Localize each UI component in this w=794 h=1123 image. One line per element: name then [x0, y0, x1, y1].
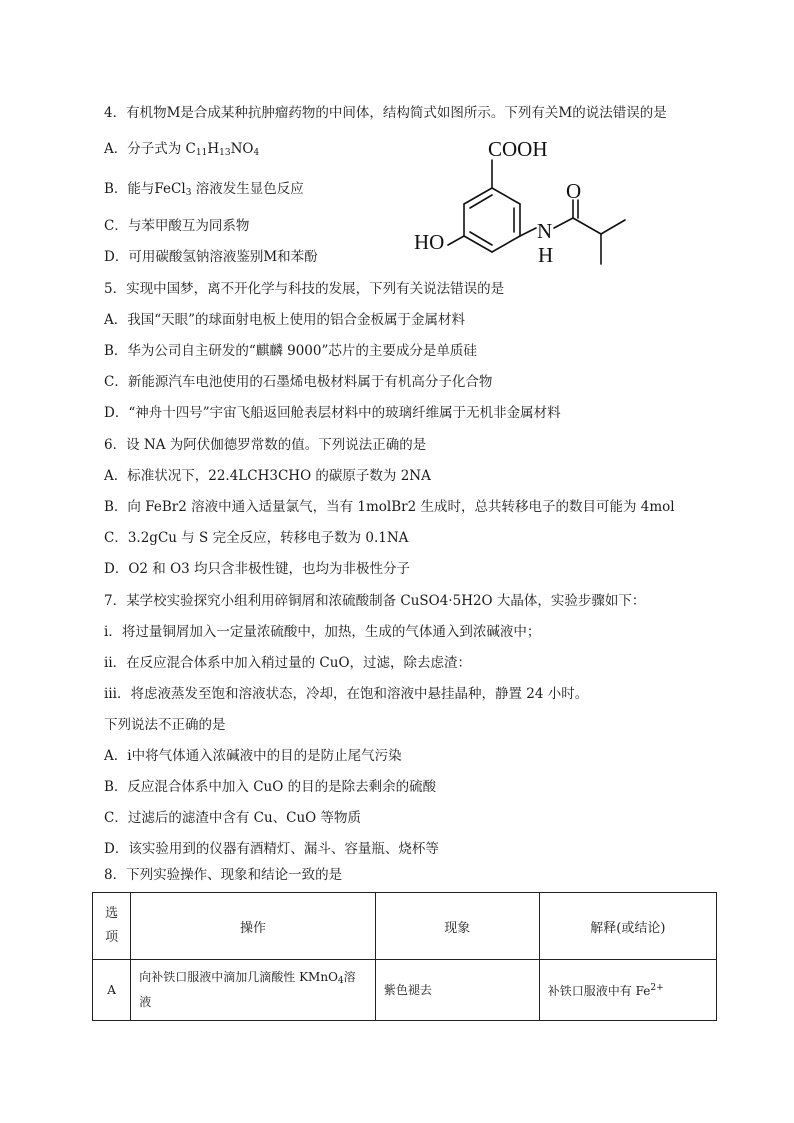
q7-ask: 下列说法不正确的是 — [104, 717, 226, 733]
q4-option-a-sub3: 4 — [253, 148, 260, 158]
q5-stem: 5．实现中国梦，离不开化学与科技的发展，下列有关说法错误的是 — [104, 281, 505, 297]
o-label: O — [566, 179, 582, 203]
q4-option-d: D．可用碳酸氢钠溶液鉴别M和苯酚 — [104, 249, 318, 265]
row-a-expl-prefix: 补铁口服液中有 Fe — [547, 984, 651, 998]
q7-option-b: B．反应混合体系中加入 CuO 的目的是除去剩余的硫酸 — [104, 779, 437, 795]
q4-option-a — [104, 140, 259, 162]
header-option-line1: 选 — [105, 906, 119, 921]
q7-step-1: ⅰ．将过量铜屑加入一定量浓硫酸中，加热，生成的气体通入到浓碱液中； — [104, 624, 541, 640]
q4-option-c: C．与苯甲酸互为同系物 — [104, 218, 250, 234]
ho-label: HO — [414, 230, 445, 254]
q7-option-d: D．该实验用到的仪器有酒精灯、漏斗、容量瓶、烧杯等 — [104, 841, 439, 857]
q5-option-d: D．“神舟十四号”宇宙飞船返回舱表层材料中的玻璃纤维属于无机非金属材料 — [104, 405, 561, 421]
q7-step-3: ⅲ．将虑液蒸发至饱和溶液状态，冷却，在饱和溶液中悬挂晶种，静置 24 小时。 — [104, 686, 589, 702]
q4-option-a-mid2: NO — [230, 141, 254, 157]
header-option — [93, 893, 131, 960]
row-a-phenomenon: 紫色褪去 — [375, 960, 539, 1021]
header-phenomenon: 现象 — [375, 893, 539, 960]
row-a-operation-line1 — [139, 967, 367, 992]
row-a-op-part2: 溶 — [343, 970, 356, 984]
molecule-structure — [408, 128, 658, 280]
row-a-op-part1: 向补铁口服液中滴加几滴酸性 KMnO — [139, 970, 338, 984]
n-label: N — [537, 219, 553, 243]
q5-option-b: B．华为公司自主研发的“麒麟 9000”芯片的主要成分是单质硅 — [104, 343, 477, 359]
q4-option-b-suffix: 溶液发生显色反应 — [191, 181, 304, 197]
row-a-expl-sup: 2+ — [650, 983, 664, 993]
q4-option-b-prefix: B．能与 — [104, 181, 155, 197]
row-a-operation — [131, 960, 376, 1021]
q4-option-a-mid: H — [207, 141, 220, 157]
q7-option-a: A．ⅰ中将气体通入浓碱液中的目的是防止尾气污染 — [104, 748, 402, 764]
q5-option-c: C．新能源汽车电池使用的石墨烯电极材料属于有机高分子化合物 — [104, 374, 493, 390]
table-header-row — [93, 893, 717, 960]
q6-option-d: D．O2 和 O3 均只含非极性键，也均为非极性分子 — [104, 561, 411, 577]
q4-option-a-sub2: 13 — [219, 148, 231, 158]
q5-option-a: A．我国“天眼”的球面射电板上使用的铝合金板属于金属材料 — [104, 312, 466, 328]
q6-option-c: C．3.2gCu 与 S 完全反应，转移电子数为 0.1NA — [104, 530, 409, 546]
q6-stem: 6．设 NA 为阿伏伽德罗常数的值。下列说法正确的是 — [104, 437, 427, 453]
table-row — [93, 960, 717, 1021]
q7-stem: 7．某学校实验探究小组利用碎铜屑和浓硫酸制备 CuSO4·5H2O 大晶体，实验步骤如下： — [104, 593, 646, 609]
q6-option-b: B．向 FeBr2 溶液中通入适量氯气，当有 1molBr2 生成时，总共转移电子的数目可能为 4mol — [104, 499, 675, 515]
row-a-explanation — [539, 960, 716, 1021]
row-a-op-sub: 4 — [337, 976, 344, 986]
row-a-option: A — [93, 960, 131, 1021]
header-explanation: 解释(或结论) — [539, 893, 716, 960]
cooh-label: COOH — [488, 137, 548, 161]
experiment-table — [92, 892, 717, 1021]
q8-stem: 8．下列实验操作、现象和结论一致的是 — [104, 867, 343, 883]
row-a-operation-line2: 液 — [139, 995, 152, 1009]
q4-option-a-sub1: 11 — [195, 148, 208, 158]
h-label: H — [538, 243, 554, 267]
header-operation: 操作 — [131, 893, 376, 960]
q4-stem: 4．有机物M是合成某种抗肿瘤药物的中间体，结构简式如图所示。下列有关M的说法错误的是 — [104, 105, 667, 121]
q4-option-b — [104, 180, 304, 202]
q4-option-b-sub: 3 — [185, 188, 192, 198]
header-option-line2: 项 — [105, 930, 119, 945]
q4-option-b-fecl: FeCl — [154, 181, 186, 197]
q7-step-2: ⅱ．在反应混合体系中加入稍过量的 CuO，过滤，除去虑渣： — [104, 655, 472, 671]
q7-option-c: C．过滤后的滤渣中含有 Cu、CuO 等物质 — [104, 810, 362, 826]
q6-option-a: A．标准状况下，22.4LCH3CHO 的碳原子数为 2NA — [104, 468, 431, 484]
q4-option-a-prefix: A．分子式为 C — [104, 141, 196, 157]
